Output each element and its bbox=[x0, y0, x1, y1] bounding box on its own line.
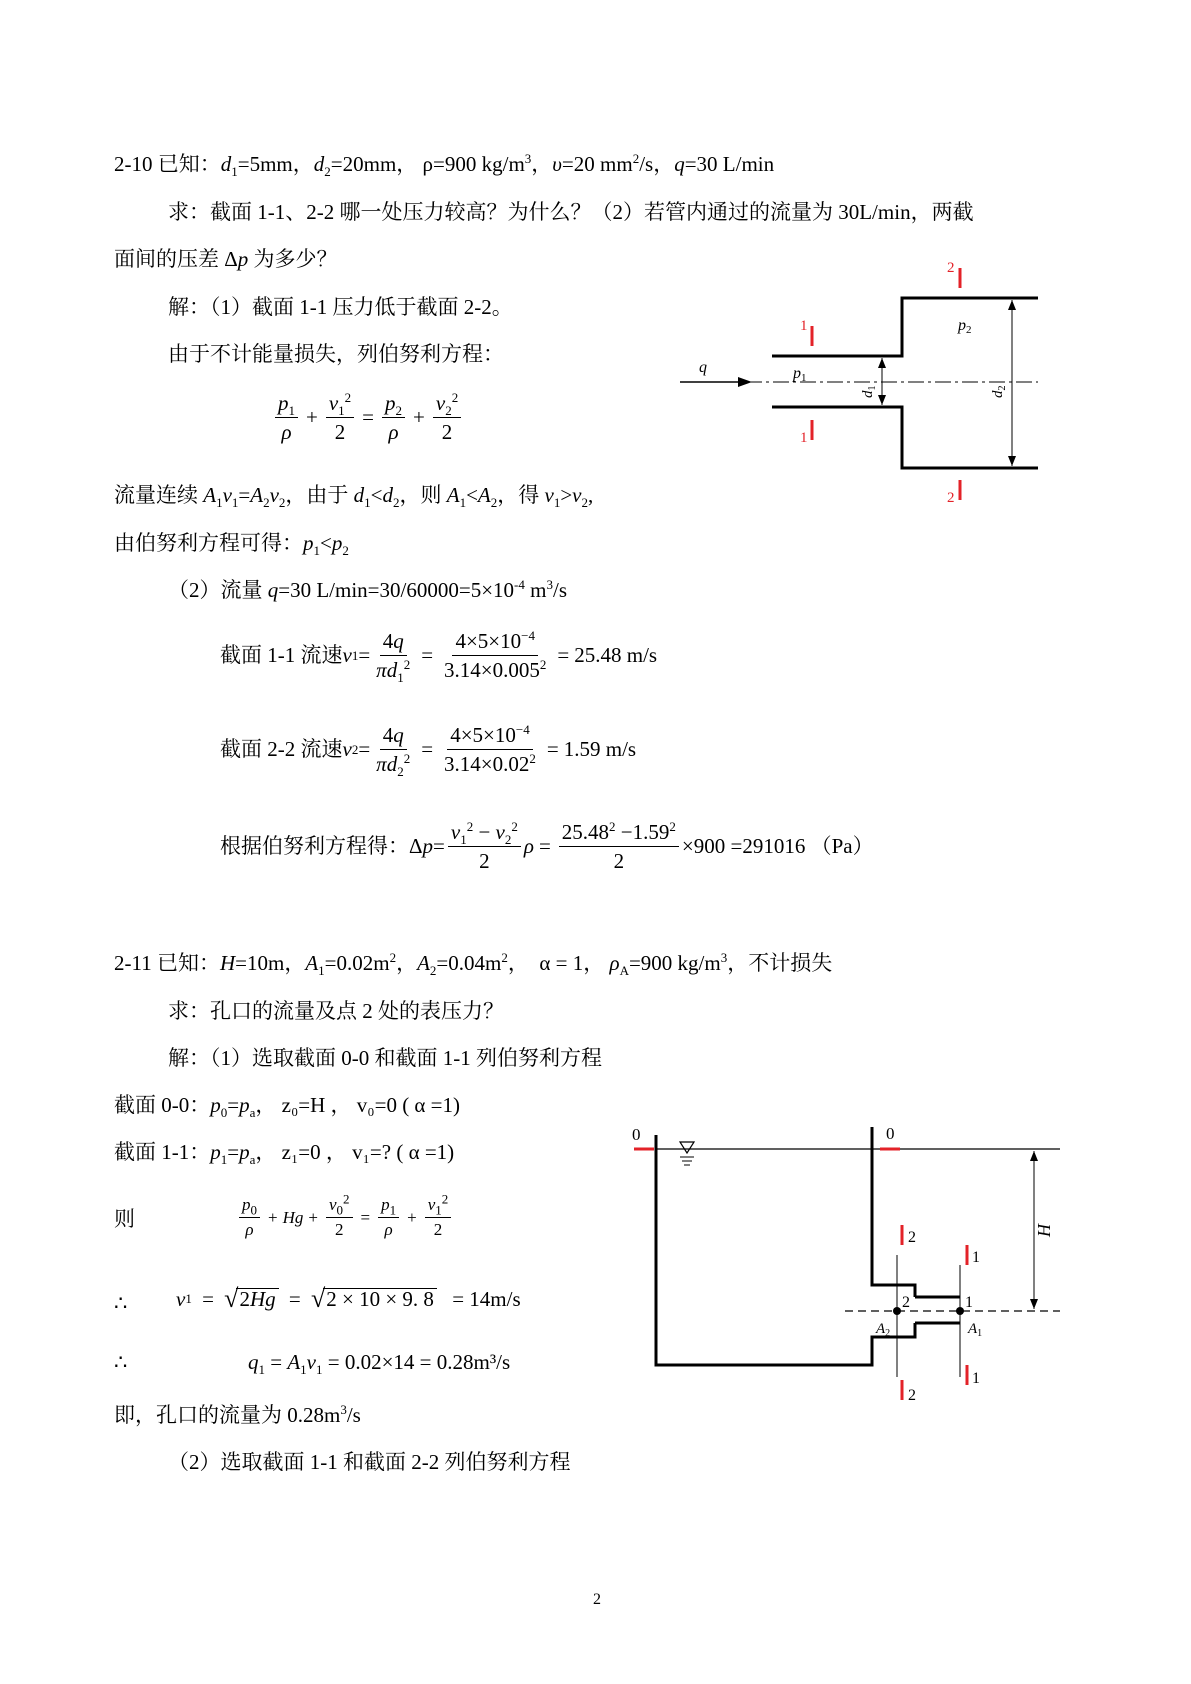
then-label: 则 bbox=[114, 1207, 135, 1231]
pressure-difference-equation: 根据伯努利方程得：Δ p = $\frac{v_1^2 - v_2^2}{2}$ ρ = $\frac{25.48^2 -1.59^2}{2}$ ×900 =291016 （Pa） bbox=[220, 819, 874, 874]
section-1-conditions: 截面 1-1：$p_1=p_a$， z₁=0 ， v₁=? ( α =1) bbox=[114, 1140, 455, 1168]
flow-arrow-head bbox=[738, 377, 752, 387]
section-2-bottom-label: 2 bbox=[908, 1387, 916, 1404]
tank-orifice-figure bbox=[620, 1115, 1080, 1415]
point-1-label: 1 bbox=[965, 1294, 973, 1311]
point-2-dot bbox=[893, 1307, 901, 1315]
velocity-1-equation: 截面 1-1 流速 v 1 = $\frac{4q}{\pi d_1^2}$ = $\frac{4\times 5\times 10^{-4}}{3.14\times 0.005^2}$ = 25.48 m/s bbox=[220, 628, 658, 686]
p2-label: p2 bbox=[958, 317, 972, 336]
section-1-top-label: 1 bbox=[972, 1249, 980, 1266]
d1-label: $d_1$ bbox=[860, 385, 878, 398]
pipe-expansion-figure bbox=[670, 250, 1050, 510]
problem-2-10-given: 2-10 已知：$d_1=5mm$，$d_2=20mm$， ρ=900 $kg/m^3$，υ=20 $mm^2/s$，q=30 L/min bbox=[114, 151, 775, 180]
section-0-left-label: 0 bbox=[632, 1125, 641, 1144]
a2-label: $A_2$ bbox=[876, 1321, 891, 1339]
point-1-dot bbox=[956, 1307, 964, 1315]
bernoulli-equation-1: $\frac{p_1}{\rho}$ + $\frac{v_1^2}{2}$ = $\frac{p_2}{\rho}$ + $\frac{v_2^2}{2}$ bbox=[272, 392, 464, 443]
page-number: 2 bbox=[593, 1591, 601, 1608]
section-markers bbox=[812, 268, 960, 500]
section-2-top-label: 2 bbox=[947, 260, 955, 276]
flow-rate-conversion: （2）流量 q=30 $L/\min=30/60000=5\times 10^{-4}$ $m^3/s$ bbox=[168, 577, 567, 602]
q-label: q bbox=[699, 359, 707, 376]
section-2-top-label: 2 bbox=[908, 1229, 916, 1246]
therefore-symbol-2: ∴ bbox=[114, 1350, 128, 1374]
bernoulli-equation-2: $\frac{p_0}{\rho}$ + Hg + $\frac{v_0^2}{2}$ = $\frac{p_1}{\rho}$ + $\frac{v_1^2}{2}$ bbox=[236, 1196, 454, 1239]
water-level-icon bbox=[680, 1142, 694, 1153]
problem-2-11-given: 2-11 已知：H=10m，$A_1=0.02m^2$，$A_2=0.04m^2$， α = 1， $\rho_A=900$ $kg/m^3$，不计损失 bbox=[114, 950, 833, 979]
d2-label: $d_2$ bbox=[990, 385, 1008, 398]
point-2-label: 2 bbox=[902, 1294, 910, 1311]
therefore-symbol-1: ∴ bbox=[114, 1291, 128, 1315]
conclusion: 即，孔口的流量为 $0.28m^3/s$ bbox=[114, 1402, 361, 1427]
section-1-top-label: 1 bbox=[800, 318, 808, 334]
tank-inner-wall bbox=[872, 1127, 915, 1297]
velocity-equation: v 1 = √ 2Hg = √ 2 × 10 × 9. 8 = 14m/s bbox=[176, 1284, 521, 1313]
h-label: H bbox=[1034, 1224, 1054, 1237]
section-2-bottom-label: 2 bbox=[947, 490, 955, 506]
section-1-bottom-label: 1 bbox=[800, 430, 808, 446]
solution-step-2: 由于不计能量损失，列伯努利方程： bbox=[168, 342, 504, 366]
problem-2-10-question-cont: 面间的压差 Δp 为多少？ bbox=[114, 247, 338, 271]
problem-2-11-step-2: （2）选取截面 1-1 和截面 2-2 列伯努利方程 bbox=[168, 1450, 571, 1474]
problem-2-11-question: 求：孔口的流量及点 2 处的表压力？ bbox=[168, 999, 504, 1023]
section-0-right-label: 0 bbox=[886, 1124, 895, 1143]
section-0-conditions: 截面 0-0：$p_0=p_a$， z₀=H ， v₀=0 ( α =1) bbox=[114, 1093, 461, 1121]
p1-label: p1 bbox=[793, 365, 807, 384]
section-1-bottom-label: 1 bbox=[972, 1370, 980, 1387]
problem-2-10-question: 求：截面 1-1、2-2 哪一处压力较高？为什么？（2）若管内通过的流量为 30L/min，两截 bbox=[168, 200, 974, 224]
a1-label: $A_1$ bbox=[968, 1321, 983, 1339]
solution-step-1: 解：（1）截面 1-1 压力低于截面 2-2。 bbox=[168, 295, 513, 319]
problem-2-11-step-1: 解：（1）选取截面 0-0 和截面 1-1 列伯努利方程 bbox=[168, 1046, 602, 1070]
flow-rate-equation: $q_1 = A_1v_1 = 0.02\times 14 = 0.28m^3/s$ bbox=[248, 1350, 511, 1378]
bernoulli-result: 由伯努利方程可得：$p_1<p_2$ bbox=[114, 531, 349, 559]
velocity-2-equation: 截面 2-2 流速 v 2 = $\frac{4q}{\pi d_2^2}$ = $\frac{4\times 5\times 10^{-4}}{3.14\times 0.02^2}$ = 1.59 m/s bbox=[220, 722, 637, 780]
continuity-statement: 流量连续 $A_1v_1=A_2v_2$，由于 $d_1<d_2$，则 $A_1<A_2$，得 $v_1>v_2$, bbox=[114, 483, 594, 511]
